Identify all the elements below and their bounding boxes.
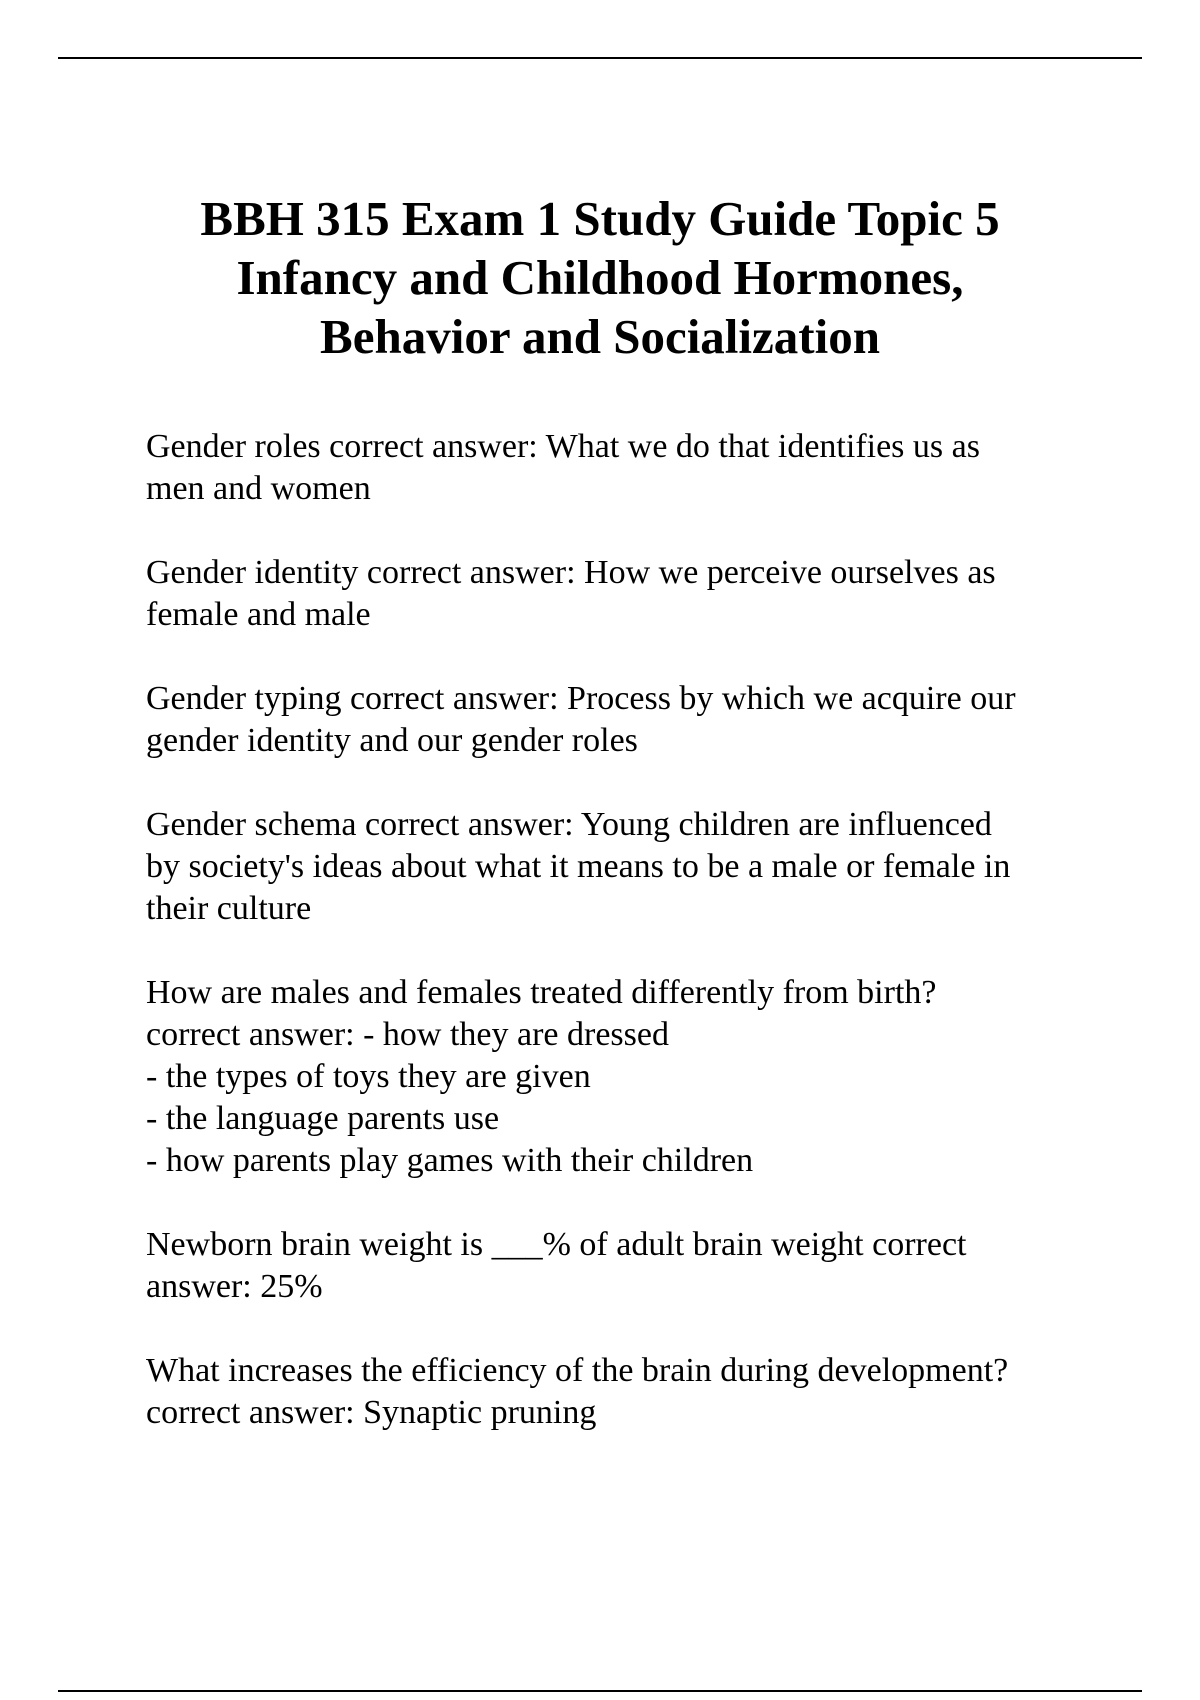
entry-line: by society's ideas about what it means to be a male or female in (146, 848, 1011, 885)
entry-line: answer: 25% (146, 1268, 323, 1305)
entry-newborn-brain-weight (146, 1224, 1106, 1308)
entry-line: How are males and females treated differently from birth? (146, 974, 937, 1011)
entry-line: Gender identity correct answer: How we perceive ourselves as (146, 554, 996, 591)
entry-line: men and women (146, 470, 371, 507)
entry-line: Gender schema correct answer: Young children are influenced (146, 806, 992, 843)
entry-gender-roles (146, 426, 1106, 510)
page-title (100, 189, 1100, 366)
entry-line: Newborn brain weight is ___% of adult brain weight correct (146, 1226, 967, 1263)
study-guide-entries (146, 426, 1106, 1476)
entry-line: Gender typing correct answer: Process by which we acquire our (146, 680, 1016, 717)
entry-gender-identity (146, 552, 1106, 636)
top-divider (58, 57, 1142, 59)
entry-brain-efficiency (146, 1350, 1106, 1434)
title-line: BBH 315 Exam 1 Study Guide Topic 5 (200, 191, 1000, 246)
entry-treated-differently (146, 972, 1106, 1182)
entry-line: gender identity and our gender roles (146, 722, 638, 759)
entry-line: female and male (146, 596, 371, 633)
entry-line: correct answer: Synaptic pruning (146, 1394, 597, 1431)
bottom-divider (58, 1690, 1142, 1692)
entry-gender-typing (146, 678, 1106, 762)
entry-line: their culture (146, 890, 312, 927)
entry-line: What increases the efficiency of the brain during development? (146, 1352, 1009, 1389)
entry-gender-schema (146, 804, 1106, 930)
title-line: Behavior and Socialization (320, 309, 880, 364)
entry-line: - the types of toys they are given (146, 1058, 591, 1095)
entry-line: - the language parents use (146, 1100, 500, 1137)
entry-line: correct answer: - how they are dressed (146, 1016, 669, 1053)
entry-line: - how parents play games with their children (146, 1142, 754, 1179)
title-line: Infancy and Childhood Hormones, (236, 250, 964, 305)
entry-line: Gender roles correct answer: What we do that identifies us as (146, 428, 980, 465)
